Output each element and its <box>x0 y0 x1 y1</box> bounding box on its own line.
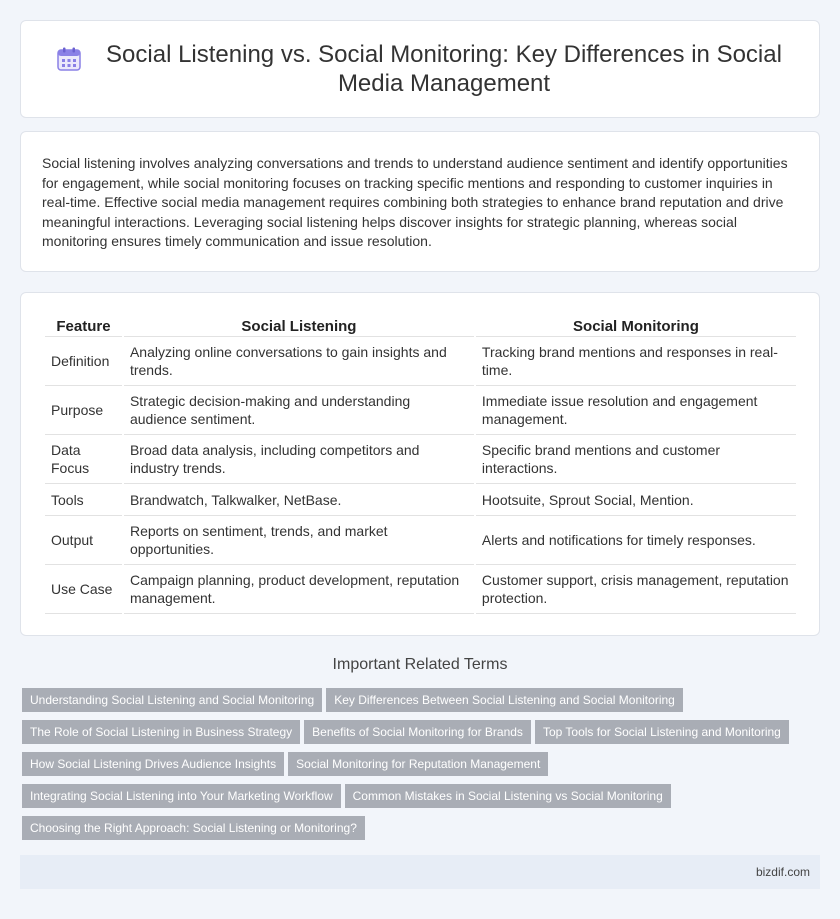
table-row <box>45 484 796 516</box>
listening-cell: Strategic decision-making and understanding audience sentiment. <box>124 386 474 435</box>
intro-paragraph: Social listening involves analyzing conversations and trends to understand audience sentiment and identify opportunities for engagement, while social monitoring focuses on tracking specific mentions and responding to customer inquiries in real-time. Effective social media management requires combining both strategies to enhance brand reputation and drive meaningful interactions. Leveraging social listening helps discover insights for strategic planning, whereas social monitoring ensures timely communication and issue resolution. <box>42 155 788 249</box>
listening-cell: Brandwatch, Talkwalker, NetBase. <box>124 484 474 516</box>
related-term-tag[interactable]: How Social Listening Drives Audience Insights <box>22 752 284 776</box>
feature-cell: Output <box>45 516 122 565</box>
monitoring-cell: Tracking brand mentions and responses in real-time. <box>476 337 796 386</box>
calendar-icon <box>56 46 82 72</box>
related-terms-list <box>22 688 822 848</box>
related-term-tag[interactable]: Common Mistakes in Social Listening vs Social Monitoring <box>345 784 671 808</box>
listening-cell: Reports on sentiment, trends, and market opportunities. <box>124 516 474 565</box>
footer <box>20 855 820 889</box>
table-row <box>45 337 796 386</box>
listening-cell: Analyzing online conversations to gain insights and trends. <box>124 337 474 386</box>
header-social-listening: Social Listening <box>124 313 474 337</box>
related-term-tag[interactable]: Benefits of Social Monitoring for Brands <box>304 720 531 744</box>
feature-cell: Data Focus <box>45 435 122 484</box>
listening-cell: Campaign planning, product development, reputation management. <box>124 565 474 614</box>
related-term-tag[interactable]: Choosing the Right Approach: Social Listening or Monitoring? <box>22 816 365 840</box>
feature-cell: Tools <box>45 484 122 516</box>
header-social-monitoring: Social Monitoring <box>476 313 796 337</box>
table-row <box>45 565 796 614</box>
monitoring-cell: Specific brand mentions and customer interactions. <box>476 435 796 484</box>
monitoring-cell: Customer support, crisis management, reputation protection. <box>476 565 796 614</box>
title-wrap <box>56 40 784 98</box>
comparison-table <box>43 313 798 614</box>
table-header-row <box>45 313 796 337</box>
related-term-tag[interactable]: Integrating Social Listening into Your Marketing Workflow <box>22 784 341 808</box>
title-card <box>20 20 820 118</box>
feature-cell: Purpose <box>45 386 122 435</box>
monitoring-cell: Hootsuite, Sprout Social, Mention. <box>476 484 796 516</box>
feature-cell: Definition <box>45 337 122 386</box>
related-terms-title: Important Related Terms <box>332 656 508 673</box>
related-term-tag[interactable]: The Role of Social Listening in Business Strategy <box>22 720 300 744</box>
related-term-tag[interactable]: Top Tools for Social Listening and Monitoring <box>535 720 789 744</box>
related-term-tag[interactable]: Social Monitoring for Reputation Management <box>288 752 548 776</box>
page-title: Social Listening vs. Social Monitoring: Key Differences in Social Media Management <box>106 41 782 97</box>
comparison-card <box>20 292 820 636</box>
footer-site-link[interactable]: bizdif.com <box>755 865 810 879</box>
table-row <box>45 516 796 565</box>
intro-card <box>20 131 820 272</box>
listening-cell: Broad data analysis, including competitors and industry trends. <box>124 435 474 484</box>
related-term-tag[interactable]: Understanding Social Listening and Social Monitoring <box>22 688 322 712</box>
monitoring-cell: Alerts and notifications for timely responses. <box>476 516 796 565</box>
table-row <box>45 386 796 435</box>
feature-cell: Use Case <box>45 565 122 614</box>
table-row <box>45 435 796 484</box>
header-feature: Feature <box>45 313 122 337</box>
related-term-tag[interactable]: Key Differences Between Social Listening and Social Monitoring <box>326 688 683 712</box>
monitoring-cell: Immediate issue resolution and engagement management. <box>476 386 796 435</box>
